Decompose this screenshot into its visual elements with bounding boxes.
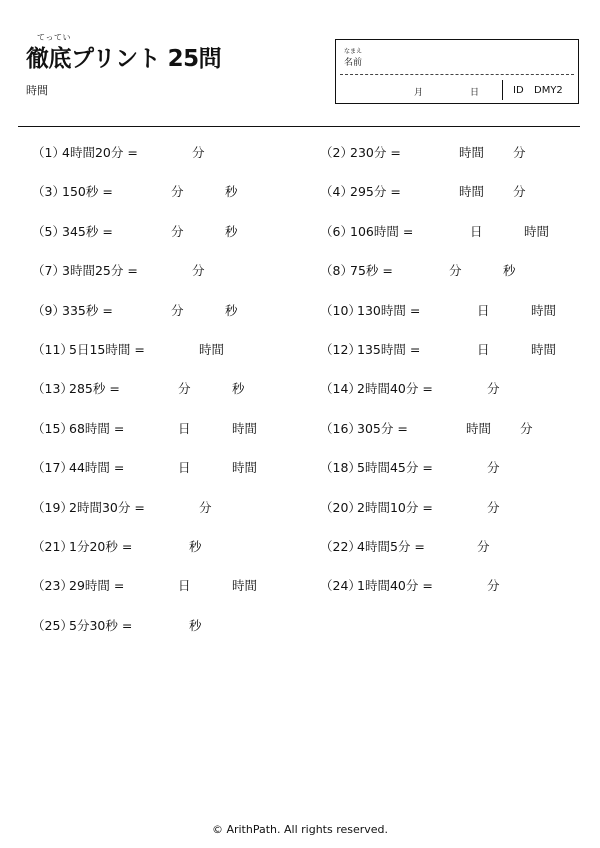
answer-unit: 分 (171, 224, 184, 239)
problem-question: 2時間10分 = (357, 500, 433, 515)
problem-item (320, 143, 590, 161)
answer-unit: 日 (178, 421, 191, 436)
problem-number: （18） (320, 460, 361, 475)
problem-question: 4時間5分 = (357, 539, 425, 554)
problem-number: （2） (320, 145, 353, 160)
answer-unit: 日 (470, 224, 483, 239)
problem-number: （20） (320, 500, 361, 515)
problem-question: 75秒 = (350, 263, 393, 278)
problem-question: 5分30秒 = (69, 618, 133, 633)
header-rule (18, 126, 580, 127)
month-label: 月 (414, 88, 424, 98)
problem-number: （9） (32, 303, 65, 318)
problem-number: （22） (320, 539, 361, 554)
answer-unit: 時間 (199, 342, 225, 357)
answer-unit: 時間 (232, 578, 258, 593)
answer-unit: 秒 (225, 224, 238, 239)
problem-number: （19） (32, 500, 73, 515)
answer-unit: 時間 (459, 145, 485, 160)
problem-number: （11） (32, 342, 73, 357)
problem-question: 135時間 = (357, 342, 421, 357)
problem-question: 230分 = (350, 145, 401, 160)
problem-item (32, 498, 302, 516)
answer-unit: 時間 (232, 421, 258, 436)
answer-unit: 分 (487, 460, 500, 475)
answer-unit: 秒 (225, 184, 238, 199)
problem-number: （14） (320, 381, 361, 396)
problem-number: （3） (32, 184, 65, 199)
problem-item (320, 537, 590, 555)
problem-question: 4時間20分 = (62, 145, 138, 160)
answer-unit: 時間 (459, 184, 485, 199)
problem-item (320, 261, 590, 279)
worksheet-topic: 時間 (26, 84, 48, 97)
copyright-footer: © ArithPath. All rights reserved. (211, 823, 389, 836)
problem-item (32, 340, 302, 358)
problem-item (32, 301, 302, 319)
problem-question: 1時間40分 = (357, 578, 433, 593)
problem-question: 130時間 = (357, 303, 421, 318)
problem-question: 29時間 = (69, 578, 125, 593)
answer-unit: 日 (477, 342, 490, 357)
answer-unit: 分 (513, 145, 526, 160)
problem-item (320, 222, 590, 240)
answer-unit: 日 (477, 303, 490, 318)
problem-number: （1） (32, 145, 65, 160)
problem-question: 68時間 = (69, 421, 125, 436)
problem-question: 2時間30分 = (69, 500, 145, 515)
answer-unit: 分 (513, 184, 526, 199)
problem-item (320, 379, 590, 397)
problem-question: 305分 = (357, 421, 408, 436)
answer-unit: 時間 (524, 224, 550, 239)
answer-unit: 秒 (503, 263, 516, 278)
problem-item (32, 576, 302, 594)
answer-unit: 日 (178, 578, 191, 593)
problem-question: 5日15時間 = (69, 342, 145, 357)
problem-item (32, 616, 302, 634)
answer-unit: 分 (192, 263, 205, 278)
name-divider (340, 74, 574, 75)
answer-unit: 時間 (232, 460, 258, 475)
day-label: 日 (470, 88, 480, 98)
problem-question: 285秒 = (69, 381, 120, 396)
problem-item (32, 182, 302, 200)
name-ruby: なまえ (344, 48, 363, 55)
problem-number: （24） (320, 578, 361, 593)
problem-item (320, 458, 590, 476)
name-box (335, 39, 579, 104)
answer-unit: 秒 (225, 303, 238, 318)
answer-unit: 分 (171, 303, 184, 318)
id-divider (502, 80, 503, 100)
answer-unit: 分 (477, 539, 490, 554)
problem-item (32, 537, 302, 555)
problem-number: （23） (32, 578, 73, 593)
problem-question: 150秒 = (62, 184, 113, 199)
problem-number: （17） (32, 460, 73, 475)
problem-number: （6） (320, 224, 353, 239)
answer-unit: 分 (199, 500, 212, 515)
answer-unit: 分 (487, 578, 500, 593)
problem-number: （10） (320, 303, 361, 318)
id-value: DMY2 (534, 85, 563, 96)
problem-question: 5時間45分 = (357, 460, 433, 475)
problem-number: （12） (320, 342, 361, 357)
problem-number: （21） (32, 539, 73, 554)
problem-item (320, 419, 590, 437)
problem-item (320, 498, 590, 516)
answer-unit: 分 (178, 381, 191, 396)
answer-unit: 日 (178, 460, 191, 475)
problem-question: 3時間25分 = (62, 263, 138, 278)
answer-unit: 秒 (189, 539, 202, 554)
problem-item (32, 143, 302, 161)
name-label: 名前 (344, 58, 363, 68)
answer-unit: 分 (487, 500, 500, 515)
problem-number: （8） (320, 263, 353, 278)
answer-unit: 時間 (466, 421, 492, 436)
problem-item (32, 419, 302, 437)
problem-question: 295分 = (350, 184, 401, 199)
problem-item (32, 222, 302, 240)
problem-item (32, 458, 302, 476)
answer-unit: 分 (520, 421, 533, 436)
answer-unit: 時間 (531, 303, 557, 318)
id-label: ID (513, 85, 524, 96)
problem-number: （7） (32, 263, 65, 278)
answer-unit: 分 (171, 184, 184, 199)
answer-unit: 分 (192, 145, 205, 160)
title-ruby: てってい (37, 33, 71, 42)
problem-question: 2時間40分 = (357, 381, 433, 396)
problem-question: 345秒 = (62, 224, 113, 239)
problem-question: 1分20秒 = (69, 539, 133, 554)
problem-item (320, 301, 590, 319)
page-title: 徹底プリント 25問 (26, 46, 222, 72)
answer-unit: 秒 (232, 381, 245, 396)
problem-number: （4） (320, 184, 353, 199)
problem-number: （16） (320, 421, 361, 436)
problem-question: 44時間 = (69, 460, 125, 475)
answer-unit: 時間 (531, 342, 557, 357)
problem-question: 106時間 = (350, 224, 414, 239)
answer-unit: 分 (487, 381, 500, 396)
problem-item (320, 576, 590, 594)
problem-question: 335秒 = (62, 303, 113, 318)
problem-number: （13） (32, 381, 73, 396)
answer-unit: 分 (449, 263, 462, 278)
problem-number: （5） (32, 224, 65, 239)
problem-number: （25） (32, 618, 73, 633)
answer-unit: 秒 (189, 618, 202, 633)
problem-number: （15） (32, 421, 73, 436)
problem-item (32, 379, 302, 397)
problem-item (320, 182, 590, 200)
problem-item (32, 261, 302, 279)
problem-item (320, 340, 590, 358)
